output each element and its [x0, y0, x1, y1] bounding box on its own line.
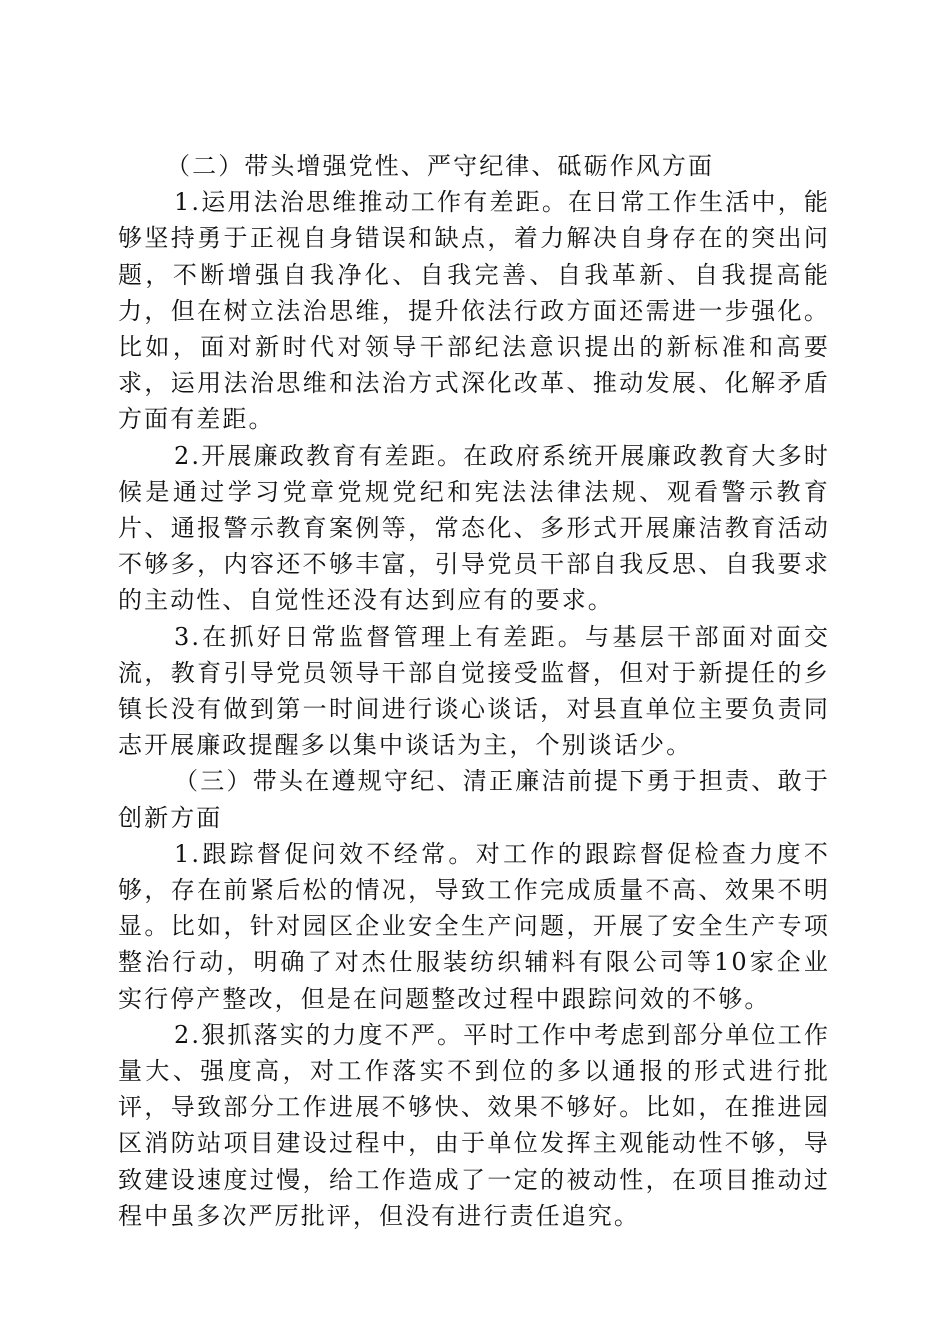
section-3-heading: （三）带头在遵规守纪、清正廉洁前提下勇于担责、敢于创新方面	[118, 767, 830, 832]
section-2-paragraph-2: 2.开展廉政教育有差距。在政府系统开展廉政教育大多时候是通过学习党章党规党纪和宪法法律法规、观看警示教育片、通报警示教育案例等，常态化、多形式开展廉洁教育活动不够多，内容还不够丰富，引导党员干部自我反思、自我要求的主动性、自觉性还没有达到应有的要求。	[118, 441, 830, 615]
section-2-paragraph-1: 1.运用法治思维推动工作有差距。在日常工作生活中，能够坚持勇于正视自身错误和缺点，着力解决自身存在的突出问题，不断增强自我净化、自我完善、自我革新、自我提高能力，但在树立法治思维，提升依法行政方面还需进一步强化。比如，面对新时代对领导干部纪法意识提出的新标准和高要求，运用法治思维和法治方式深化改革、推动发展、化解矛盾方面有差距。	[118, 188, 830, 434]
section-2-heading: （二）带头增强党性、严守纪律、砥砺作风方面	[166, 152, 715, 180]
section-3-paragraph-2: 2.狠抓落实的力度不严。平时工作中考虑到部分单位工作量大、强度高，对工作落实不到位的多以通报的形式进行批评，导致部分工作进展不够快、效果不够好。比如，在推进园区消防站项目建设过程中，由于单位发挥主观能动性不够，导致建设速度过慢，给工作造成了一定的被动性，在项目推动过程中虽多次严厉批评，但没有进行责任追究。	[118, 1020, 830, 1230]
section-2-paragraph-3: 3.在抓好日常监督管理上有差距。与基层干部面对面交流，教育引导党员领导干部自觉接受监督，但对于新提任的乡镇长没有做到第一时间进行谈心谈话，对县直单位主要负责同志开展廉政提醒多以集中谈话为主，个别谈话少。	[118, 622, 830, 760]
document-page	[118, 148, 830, 1234]
section-3-paragraph-1: 1.跟踪督促问效不经常。对工作的跟踪督促检查力度不够，存在前紧后松的情况，导致工作完成质量不高、效果不明显。比如，针对园区企业安全生产问题，开展了安全生产专项整治行动，明确了对杰仕服装纺织辅料有限公司等10家企业实行停产整改，但是在问题整改过程中跟踪问效的不够。	[118, 839, 830, 1013]
